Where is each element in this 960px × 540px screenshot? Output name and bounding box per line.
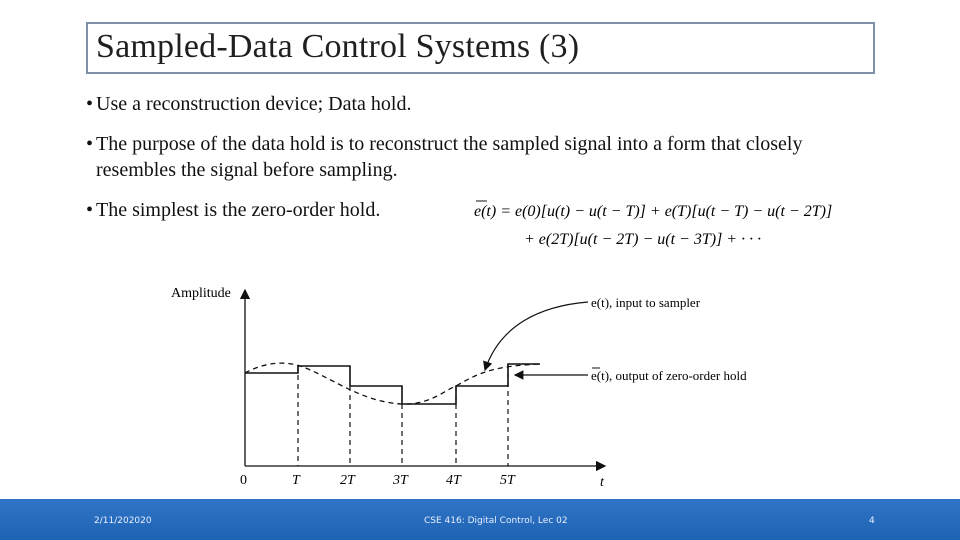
bullet-2-text: The purpose of the data hold is to reconstruct the sampled signal into a form that closely resembles the signal before sampling. xyxy=(96,133,803,181)
input-signal-curve xyxy=(245,363,540,404)
footer-bar xyxy=(0,499,960,540)
tick-label-T: T xyxy=(292,473,300,488)
tick-label-4T: 4T xyxy=(446,473,461,488)
tick-label-5T: 5T xyxy=(500,473,515,488)
equation-line-1: e(t) = e(0)[u(t) − u(t − T)] + e(T)[u(t − T) − u(t − 2T)] xyxy=(474,203,833,220)
footer-page-number: 4 xyxy=(869,516,875,526)
zoh-output-staircase xyxy=(245,364,540,404)
bullet-dot: • xyxy=(86,133,94,155)
tick-label-3T: 3T xyxy=(393,473,408,488)
bullet-1-text: Use a reconstruction device; Data hold. xyxy=(96,93,412,115)
input-annotation: e(t), input to sampler xyxy=(591,295,701,310)
bullet-dot: • xyxy=(86,93,94,115)
equation-line-2: + e(2T)[u(t − 2T) − u(t − 3T)] + · · · xyxy=(524,231,762,248)
amplitude-label: Amplitude xyxy=(171,286,231,301)
input-annotation-arrow xyxy=(485,302,588,370)
slide-title: Sampled-Data Control Systems (3) xyxy=(96,28,580,65)
bullet-3-text: The simplest is the zero-order hold. xyxy=(96,199,381,221)
t-axis-label: t xyxy=(600,475,604,490)
footer-course: CSE 416: Digital Control, Lec 02 xyxy=(424,516,568,526)
footer-date: 2/11/202020 xyxy=(94,516,152,526)
sample-lines xyxy=(298,364,508,466)
output-annotation: e(t), output of zero-order hold xyxy=(591,368,747,383)
tick-label-2T: 2T xyxy=(340,473,355,488)
tick-label-0: 0 xyxy=(240,473,247,488)
bullet-dot: • xyxy=(86,199,94,221)
